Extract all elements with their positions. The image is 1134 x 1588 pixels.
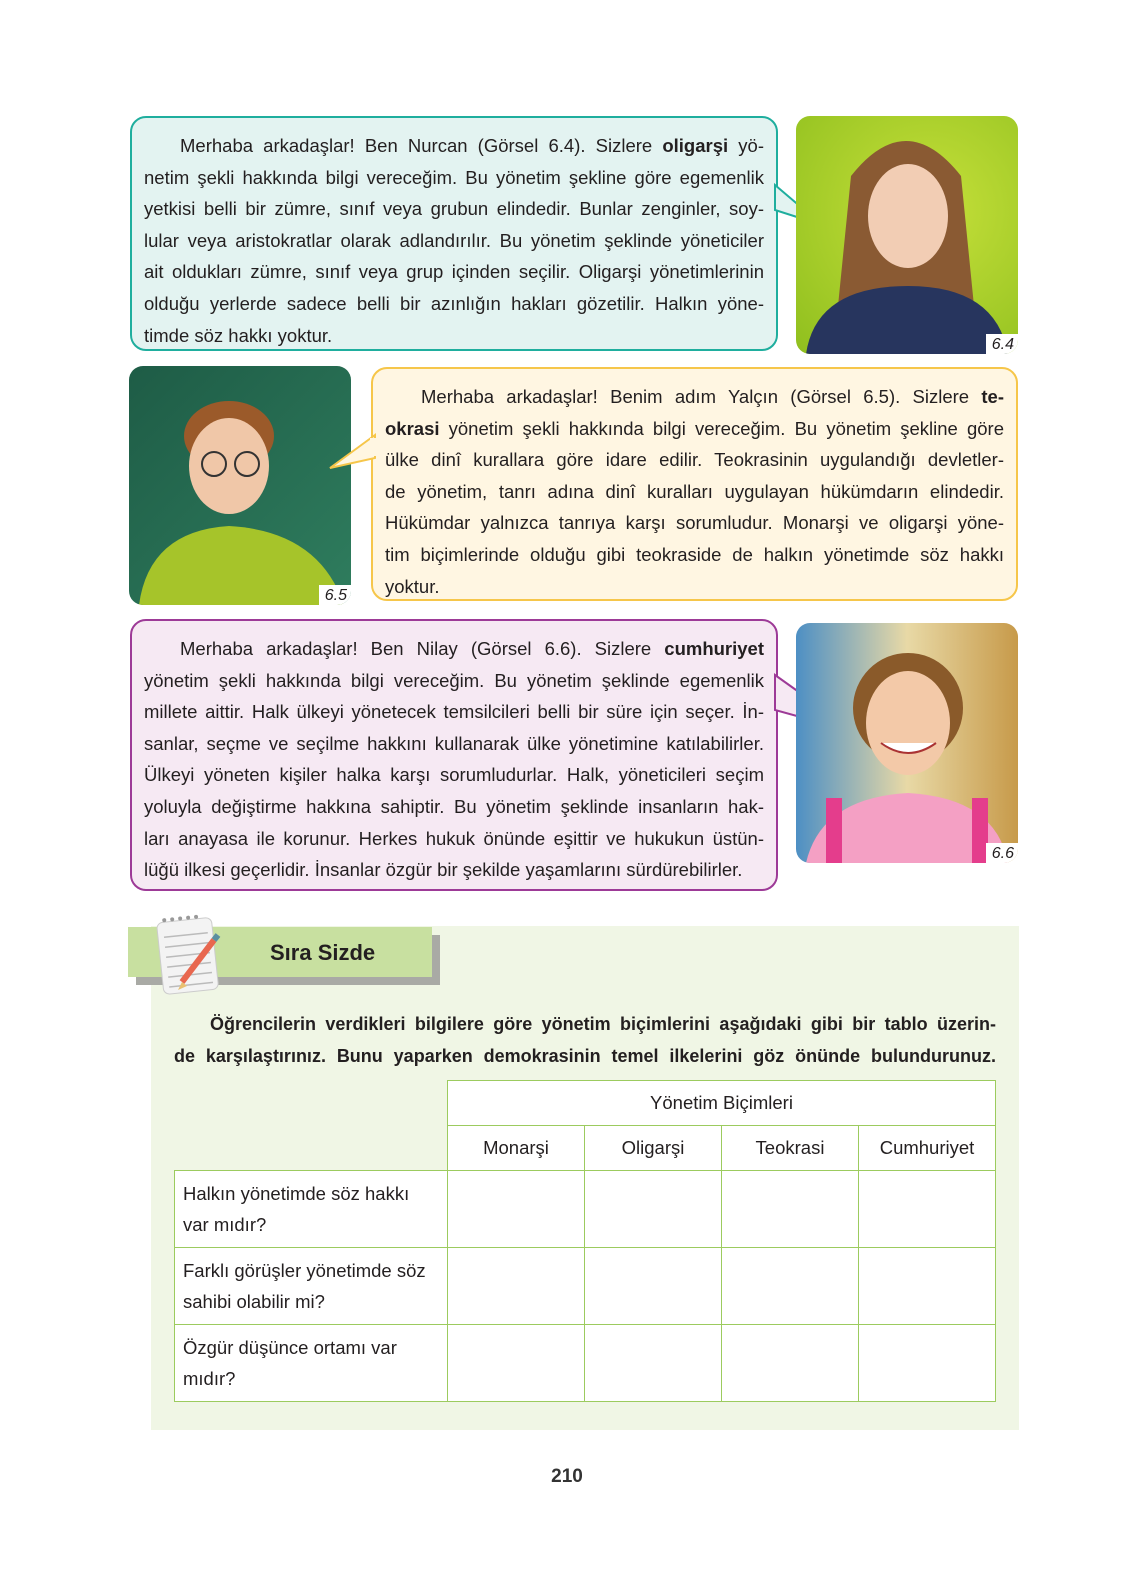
answer-cell [722, 1325, 859, 1402]
text-segment: olduğu yerlerde sadece belli bir azınlığın hakları gözetilir. Halkın yöne- [144, 292, 764, 314]
paragraph-line [385, 571, 1004, 603]
text-segment: timde söz hakkı yoktur. [144, 324, 333, 346]
table-row [175, 1248, 996, 1325]
paragraph-line [144, 193, 764, 225]
paragraph-line [144, 791, 764, 823]
bold-term: cumhuriyet [664, 638, 764, 659]
text-segment: yönetim şekli hakkında bilgi vereceğim. Bu yönetim şekline göre [439, 417, 1004, 439]
text-segment: yö- [728, 135, 765, 156]
bold-term: oligarşi [662, 135, 729, 156]
answer-cell [859, 1171, 996, 1248]
text-segment: yetkisi belli bir zümre, sınıf veya grubun elindedir. Bunlar zenginler, soy- [144, 198, 764, 220]
text-segment: Merhaba arkadaşlar! Ben Nurcan (Görsel 6.4). Sizlere [180, 135, 663, 156]
speech-bubble-republic [130, 619, 778, 891]
paragraph-line [144, 696, 764, 728]
answer-cell [859, 1248, 996, 1325]
answer-cell [448, 1248, 585, 1325]
paragraph-line [144, 320, 764, 352]
answer-cell [585, 1171, 722, 1248]
row-question: Farklı görüşler yönetimde söz sahibi olabilir mi? [175, 1248, 448, 1325]
answer-cell [859, 1325, 996, 1402]
answer-cell [722, 1248, 859, 1325]
instruction-line: Öğrencilerin verdikleri bilgilere göre yönetim biçimlerini aşağıdaki gibi bir tablo üzerin- [210, 1014, 996, 1034]
activity-instructions [174, 1008, 996, 1072]
row-question: Halkın yönetimde söz hakkı var mıdır? [175, 1171, 448, 1248]
text-segment: Merhaba arkadaşlar! Benim adım Yalçın (Görsel 6.5). Sizlere [421, 386, 982, 407]
comparison-table [174, 1080, 996, 1402]
text-segment: ülke dinî kurallara göre idare edilir. Teokrasinin uygulandığı devletler- [385, 449, 1004, 471]
notepad-pencil-icon [152, 910, 227, 995]
text-segment: ait oldukları zümre, sınıf veya grup içinden seçilir. Oligarşi yönetimlerinin [144, 261, 764, 283]
text-segment: lular veya aristokratlar olarak adlandırılır. Bu yönetim şeklinde yöneticiler [144, 229, 764, 251]
speech-bubble-oligarchy [130, 116, 778, 351]
girl-portrait-icon [796, 116, 1018, 354]
text-segment: Hükümdar yalnızca tanrıya karşı sorumludur. Monarşi ve oligarşi yöne- [385, 512, 1004, 534]
answer-cell [722, 1171, 859, 1248]
text-segment: Ülkeyi yöneten kişiler halka karşı sorumludurlar. Halk, yöneticileri seçim [144, 764, 764, 786]
answer-cell [585, 1325, 722, 1402]
column-header: Teokrasi [722, 1126, 859, 1171]
empty-cell [175, 1081, 448, 1171]
text-segment: lüğü ilkesi geçerlidir. İnsanlar özgür bir şekilde yaşamlarını sürdürebilirler. [144, 859, 743, 881]
bold-term: te- [981, 386, 1004, 407]
photo-nilay [796, 623, 1018, 863]
speech-bubble-theocracy [371, 367, 1018, 601]
page-number: 210 [551, 1466, 583, 1487]
table-row [175, 1171, 996, 1248]
paragraph-line [385, 476, 1004, 508]
column-header: Oligarşi [585, 1126, 722, 1171]
paragraph-line [144, 256, 764, 288]
answer-cell [585, 1248, 722, 1325]
bold-term: okrasi [385, 417, 440, 439]
boy-portrait-icon [129, 366, 351, 605]
table-row [175, 1325, 996, 1402]
paragraph-line [144, 130, 764, 162]
paragraph-line [144, 759, 764, 791]
paragraph-line [144, 225, 764, 257]
text-segment: millete aittir. Halk ülkeyi yönetecek temsilcileri belli bir süre için seçer. İn- [144, 701, 764, 723]
paragraph-line [385, 413, 1004, 445]
photo-nurcan [796, 116, 1018, 354]
paragraph-line [144, 633, 764, 665]
text-segment: Merhaba arkadaşlar! Ben Nilay (Görsel 6.6). Sizlere [180, 638, 665, 659]
activity-title: Sıra Sizde [270, 940, 376, 965]
photo-caption: 6.5 [319, 585, 351, 605]
text-segment: sanlar, seçme ve seçilme hakkını kullanarak ülke yönetimine katılabilirler. [144, 732, 764, 754]
text-segment: ları anayasa ile korunur. Herkes hukuk önünde eşittir ve hukukun üstün- [144, 827, 764, 849]
paragraph-line [144, 288, 764, 320]
text-segment: de yönetim, tanrı adına dinî kuralları uygulayan hükümdarın elindedir. [385, 480, 1004, 502]
text-segment: yoluyla değiştirme hakkına sahiptir. Bu yönetim şeklinde insanların hak- [144, 795, 764, 817]
column-header: Monarşi [448, 1126, 585, 1171]
column-header: Cumhuriyet [859, 1126, 996, 1171]
text-segment: netim şekli hakkında bilgi vereceğim. Bu yönetim şekline göre egemenlik [144, 166, 764, 188]
speech-tail [325, 430, 385, 480]
paragraph-line [144, 162, 764, 194]
paragraph-line [385, 507, 1004, 539]
photo-yalcin [129, 366, 351, 605]
text-segment: yönetim şekli hakkında bilgi vereceğim. Bu yönetim şeklinde egemenlik [144, 669, 764, 691]
paragraph-line [385, 444, 1004, 476]
paragraph-line [385, 539, 1004, 571]
paragraph-line [144, 665, 764, 697]
photo-caption: 6.6 [986, 843, 1018, 863]
answer-cell [448, 1171, 585, 1248]
group-header: Yönetim Biçimleri [448, 1081, 996, 1126]
answer-cell [448, 1325, 585, 1402]
paragraph-line [144, 728, 764, 760]
paragraph-line [385, 381, 1004, 413]
text-segment: yoktur. [385, 575, 440, 597]
girl-portrait-icon [796, 623, 1018, 863]
paragraph-line [144, 823, 764, 855]
row-question: Özgür düşünce ortamı var mıdır? [175, 1325, 448, 1402]
text-segment: tim biçimlerinde olduğu gibi teokraside de halkın yönetimde söz hakkı [385, 543, 1004, 565]
paragraph-line [144, 854, 764, 886]
instruction-line: de karşılaştırınız. Bunu yaparken demokrasinin temel ilkelerini göz önünde bulundurunuz. [174, 1046, 996, 1066]
photo-caption: 6.4 [986, 334, 1018, 354]
